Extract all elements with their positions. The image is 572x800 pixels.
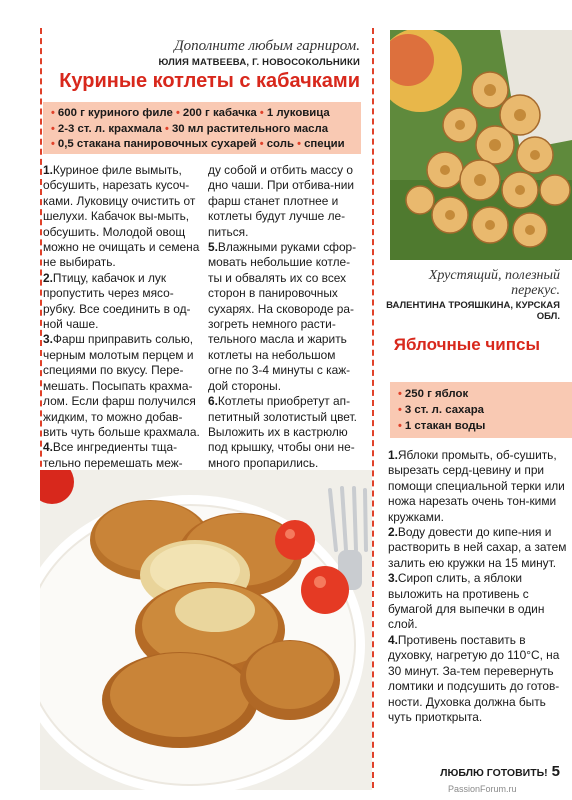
- step-number: 4.: [43, 440, 53, 455]
- ingredient-item: 1 стакан воды: [404, 420, 486, 432]
- recipe-note: Дополните любым гарниром.: [174, 38, 360, 54]
- steps-column-1: [43, 163, 203, 471]
- step-text: Противень поставить в духовку, нагретую до 110°С, на 30 минут. За-тем перевернуть ломтики и подсушить до готов-ности. Духовка должна быть чуть приоткрыта.: [388, 632, 560, 724]
- step-number: 1.: [43, 163, 53, 177]
- chips-author: ВАЛЕНТИНА ТРОЯШКИНА, КУРСКАЯ ОБЛ.: [386, 300, 560, 322]
- recipe-title: Куриные котлеты с кабачками: [59, 70, 360, 92]
- chips-ingredients-box: [390, 382, 572, 438]
- ingredients-box: [43, 102, 361, 154]
- recipe-step: [43, 332, 203, 440]
- ingredient-item: 30 мл растительного масла: [171, 122, 329, 135]
- step-number: 3.: [388, 571, 398, 586]
- step-text: Птицу, кабачок и лук пропустить через мясо-рубку. Все соединить в од-ной чаше.: [43, 270, 191, 332]
- recipe-step: [388, 633, 568, 725]
- step-number: 6.: [208, 394, 218, 409]
- bullet-icon: •: [398, 388, 405, 400]
- cutlets-photo: [40, 470, 372, 790]
- step-number: 1.: [388, 448, 398, 462]
- bullet-icon: •: [51, 122, 58, 135]
- step-text: Куриное филе вымыть, обсушить, нарезать кусоч-ками. Луковицу очистить от шелухи. Кабачок вы-мыть, обсушить. Молодой овощ можно не очищать и семена не выбирать.: [43, 163, 200, 270]
- ingredient-item: 600 г куриного филе: [57, 107, 173, 119]
- ingredient-line: [398, 418, 564, 434]
- step-number: 4.: [388, 632, 398, 647]
- step-text: Воду довести до кипе-ния и растворить в ней сахар, а затем залить ею кружки на 15 минут.: [388, 525, 567, 570]
- ingredient-line: [398, 386, 564, 402]
- recipe-step: [43, 440, 203, 471]
- step-number: 2.: [388, 525, 398, 540]
- recipe-step: [43, 163, 203, 271]
- page-number: 5: [551, 763, 560, 780]
- step-number: 2.: [43, 270, 53, 285]
- ingredient-line: [51, 106, 353, 122]
- ingredient-item: 1 луковица: [266, 107, 330, 119]
- step-number: 5.: [208, 240, 218, 255]
- recipe-step: [208, 163, 362, 240]
- step-text: Влажными руками сфор-мовать небольшие котле-ты и обвалять их со всех сторон в панировочных сухарях. На сковороде ра-зогреть немного расти-тельного масла и жарить котлеты на небольшом огне по 3-4 минуты с каж-дой стороны.: [208, 240, 357, 393]
- recipe-step: [208, 394, 362, 471]
- step-text: Все ингредиенты тща-тельно перемешать меж-: [43, 440, 183, 470]
- step-text: ду собой и отбить массу о дно чаши. При отбива-нии фарш станет плотнее и котлеты будут лучше ле-питься.: [208, 163, 354, 239]
- magazine-label: ЛЮБЛЮ ГОТОВИТЬ!: [440, 767, 548, 779]
- bullet-icon: •: [259, 138, 267, 150]
- step-text: Котлеты приобретут ап-петитный золотистый цвет. Выложить их в кастрюлю под крышку, чтобы они не-много пропарились.: [208, 394, 357, 470]
- bullet-icon: •: [398, 420, 405, 432]
- bullet-icon: •: [175, 107, 183, 119]
- chips-note: Хрустящий, полезный перекус.: [428, 268, 560, 298]
- recipe-step: [388, 571, 568, 633]
- page-footer: [390, 763, 560, 780]
- chips-steps-column: [388, 448, 568, 725]
- step-text: Сироп слить, а яблоки выложить на противень с бумагой для выпечки в один слой.: [388, 571, 545, 632]
- column-divider: [372, 28, 374, 788]
- bullet-icon: •: [51, 138, 58, 150]
- ingredient-item: 2-3 ст. л. крахмала: [57, 122, 162, 135]
- apple-chips-photo: [390, 30, 572, 260]
- recipe-author: ЮЛИЯ МАТВЕЕВА, Г. НОВОСОКОЛЬНИКИ: [158, 57, 360, 68]
- recipe-step: [208, 240, 362, 394]
- step-number: 3.: [43, 332, 53, 347]
- ingredient-line: [51, 137, 353, 153]
- step-text: Фарш приправить солью, черным молотым перцем и специями по вкусу. Пере-мешать. Посыпать крахма-лом. Если фарш получился жидким, то можно добав-вить чуть больше крахмала.: [43, 332, 200, 439]
- ingredient-item: соль: [266, 138, 294, 150]
- chips-title: Яблочные чипсы: [393, 335, 540, 354]
- bullet-icon: •: [259, 107, 267, 119]
- step-text: Яблоки промыть, об-сушить, вырезать серд-цевину и при помощи специальной терки или ножа нарезать очень тон-кими кружками.: [388, 448, 565, 524]
- recipe-step: [388, 525, 568, 571]
- bullet-icon: •: [398, 404, 405, 416]
- ingredient-item: 3 ст. л. сахара: [404, 404, 484, 416]
- steps-column-2: [208, 163, 362, 471]
- recipe-step: [388, 448, 568, 525]
- ingredient-line: [398, 402, 564, 418]
- bullet-icon: •: [165, 122, 172, 135]
- ingredient-item: 200 г кабачка: [182, 107, 257, 119]
- recipe-step: [43, 271, 203, 333]
- watermark: PassionForum.ru: [448, 784, 517, 794]
- ingredient-item: 0,5 стакана панировочных сухарей: [57, 138, 257, 150]
- bullet-icon: •: [297, 138, 305, 150]
- ingredient-line: [51, 122, 353, 138]
- bullet-icon: •: [51, 107, 58, 119]
- ingredient-item: 250 г яблок: [404, 388, 469, 400]
- ingredient-item: специи: [304, 138, 345, 150]
